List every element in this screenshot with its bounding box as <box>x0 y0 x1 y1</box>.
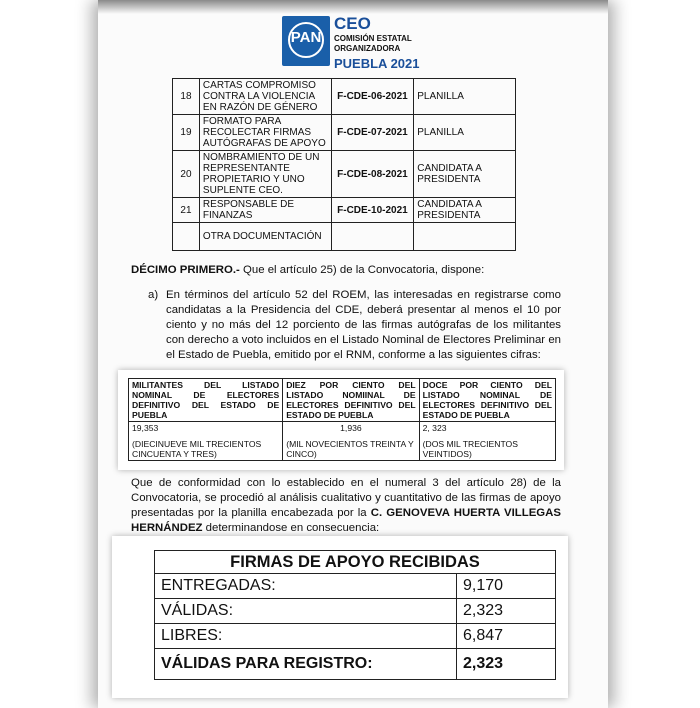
table-header-row <box>129 379 556 422</box>
row-code: F-CDE-06-2021 <box>331 79 414 115</box>
firmas-table-image <box>112 536 568 698</box>
row-type: CANDIDATA A PRESIDENTA <box>414 151 516 198</box>
table-row <box>155 649 556 680</box>
table-row <box>173 223 516 251</box>
row-value: 2,323 <box>457 599 556 624</box>
column-header: DIEZ POR CIENTO DEL LISTADO NOMIINAL DE ELECTORES DEFINITIVO DEL ESTADO DE PUEBLA <box>283 379 419 422</box>
row-name: RESPONSABLE DE FINANZAS <box>199 198 331 223</box>
row-label: VÁLIDAS PARA REGISTRO: <box>155 649 457 680</box>
row-type: CANDIDATA A PRESIDENTA <box>414 198 516 223</box>
row-number: 18 <box>173 79 200 115</box>
row-label: ENTREGADAS: <box>155 574 457 599</box>
row-number: 20 <box>173 151 200 198</box>
item-a-label: a) <box>148 289 159 301</box>
item-a-text: En términos del artículo 52 del ROEM, las interesadas en registrarse como candidatas a la Presidencia del CDE, deberá presentar al menos el 10 por ciento y no más del 12 porciento de las firmas autógrafas de los militantes con derecho a voto incluidos en el Listado Nominal de Electores Preliminar en el Estado de Puebla, emitido por el RNM, conforme a las siguientes cifras: <box>166 289 561 361</box>
cell-value: 2, 323 <box>422 423 447 433</box>
org-year: PUEBLA 2021 <box>334 56 420 71</box>
org-subtitle <box>334 34 412 54</box>
row-name: FORMATO PARA RECOLECTAR FIRMAS AUTÓGRAFAS DE APOYO <box>199 115 331 151</box>
row-type: PLANILLA <box>414 79 516 115</box>
cell-words: (MIL NOVECIENTOS TREINTA Y CINCO) <box>286 439 414 459</box>
row-name: CARTAS COMPROMISO CONTRA LA VIOLENCIA EN RAZÓN DE GÉNERO <box>199 79 331 115</box>
cell-words: (DIECINUEVE MIL TRECIENTOS CINCUENTA Y TRES) <box>132 439 262 459</box>
row-label: VÁLIDAS: <box>155 599 457 624</box>
table-row <box>155 599 556 624</box>
section-heading-rest: Que el artículo 25) de la Convocatoria, dispone: <box>239 264 485 276</box>
row-number: 21 <box>173 198 200 223</box>
row-code: F-CDE-08-2021 <box>331 151 414 198</box>
row-code <box>331 223 414 251</box>
row-name: OTRA DOCUMENTACIÓN <box>199 223 331 251</box>
table-row <box>129 422 556 461</box>
row-number: 19 <box>173 115 200 151</box>
row-value: 6,847 <box>457 624 556 649</box>
logo-text: PAN <box>290 29 322 46</box>
background-right <box>608 0 700 708</box>
militantes-table-image <box>118 370 564 470</box>
column-header: MILITANTES DEL LISTADO NOMINAL DE ELECTORES DEFINITIVO DEL ESTADO DE PUEBLA <box>129 379 283 422</box>
table-row <box>173 115 516 151</box>
page-top-shadow <box>98 0 608 14</box>
table-row <box>173 198 516 223</box>
row-code: F-CDE-07-2021 <box>331 115 414 151</box>
section-heading-bold: DÉCIMO PRIMERO.- <box>131 264 240 276</box>
table-row <box>173 151 516 198</box>
firmas-title: FIRMAS DE APOYO RECIBIDAS <box>155 551 556 574</box>
pan-logo <box>282 16 330 66</box>
background-left <box>0 0 98 708</box>
row-code: F-CDE-10-2021 <box>331 198 414 223</box>
column-header: DOCE POR CIENTO DEL LISTADO NOMINAL DE ELECTORES DEFINITIVO DEL ESTADO DE PUEBLA <box>419 379 555 422</box>
row-number <box>173 223 200 251</box>
table-cell <box>283 422 419 461</box>
conclusion-paragraph <box>131 476 561 536</box>
row-type: PLANILLA <box>414 115 516 151</box>
section-heading <box>131 263 551 278</box>
cell-words: (DOS MIL TRECIENTOS VEINTIDOS) <box>422 439 518 459</box>
org-line2: ORGANIZADORA <box>334 44 401 53</box>
org-short-title: CEO <box>334 14 371 33</box>
table-cell <box>129 422 283 461</box>
table-row <box>155 574 556 599</box>
table-row <box>173 79 516 115</box>
row-value: 9,170 <box>457 574 556 599</box>
row-label: LIBRES: <box>155 624 457 649</box>
row-value: 2,323 <box>457 649 556 680</box>
cell-value: 1,936 <box>340 423 362 433</box>
conclusion-text: Que de conformidad con lo establecido en el numeral 3 del artículo 28) de la Convocatoria, se procedió al análisis cualitativo y cuantitativo de las firmas de apoyo presentadas por la planilla encabezada por la <box>131 477 561 519</box>
conclusion-tail: determinandose en consecuencia: <box>202 522 380 534</box>
row-name: NOMBRAMIENTO DE UN REPRESENTANTE PROPIETARIO Y UNO SUPLENTE CEO. <box>199 151 331 198</box>
cell-value: 19,353 <box>132 423 159 433</box>
candidate-name: C. GENOVEVA HUERTA VILLEGAS HERNÁNDEZ <box>131 507 561 534</box>
table-title-row <box>155 551 556 574</box>
table-cell <box>419 422 555 461</box>
org-line1: COMISIÓN ESTATAL <box>334 34 412 43</box>
militantes-table <box>128 378 556 461</box>
table-row <box>155 624 556 649</box>
row-type <box>414 223 516 251</box>
documentation-table <box>172 78 516 251</box>
firmas-table <box>154 550 556 680</box>
